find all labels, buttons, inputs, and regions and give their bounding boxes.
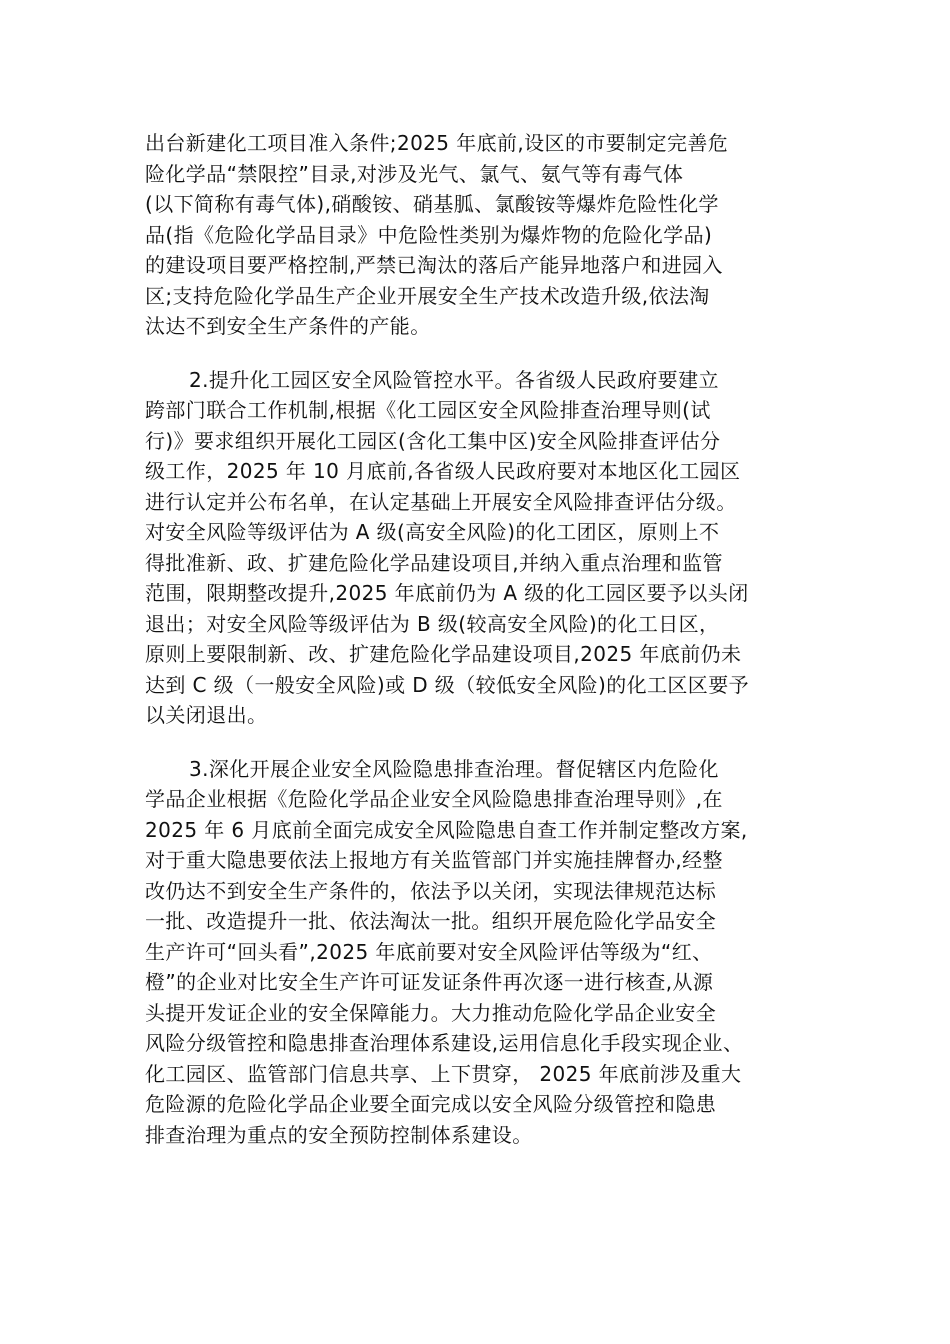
- text-line: (以下简称有毒气体),硝酸铵、硝基胍、氯酸铵等爆炸危险性化学: [145, 192, 719, 216]
- text-line: 退出；对安全风险等级评估为 B 级(较高安全风险)的化工日区，: [145, 611, 720, 636]
- text-line: 对安全风险等级评估为 A 级(高安全风险)的化工团区，原则上不: [145, 520, 720, 544]
- text-line: 生产许可“回头看”,2025 年底前要对安全风险评估等级为“红、: [145, 939, 713, 964]
- text-line: 一批、改造提升一批、依法淘汰一批。组织开展危险化学品安全: [145, 909, 717, 933]
- text-line: 区;支持危险化学品生产企业开展安全生产技术改造升级,依法淘: [145, 283, 710, 308]
- text-line: 出台新建化工项目准入条件;2025 年底前,设区的市要制定完善危: [145, 131, 729, 155]
- text-line: 化工园区、监管部门信息共享、上下贯穿， 2025 年底前涉及重大: [145, 1061, 742, 1086]
- text-line: 2.提升化工园区安全风险管控水平。各省级人民政府要建立: [189, 367, 719, 392]
- text-line: 2025 年 6 月底前全面完成安全风险隐患自查工作并制定整改方案,: [145, 817, 748, 842]
- text-line: 进行认定并公布名单，在认定基础上开展安全风险排查评估分级。: [145, 489, 737, 514]
- text-line: 险化学品“禁限控”目录,对涉及光气、氯气、氨气等有毒气体: [145, 161, 684, 186]
- paragraph-2: [145, 365, 835, 731]
- text-line: 级工作，2025 年 10 月底前,各省级人民政府要对本地区化工园区: [145, 459, 741, 483]
- text-line: 3.深化开展企业安全风险隐患排查治理。督促辖区内危险化: [189, 756, 719, 781]
- text-line: 跨部门联合工作机制,根据《化工园区安全风险排查治理导则(试: [145, 398, 711, 422]
- text-line: 对于重大隐患要依法上报地方有关监管部门并实施挂牌督办,经整: [145, 848, 723, 872]
- text-line: 原则上要限制新、改、扩建危险化学品建设项目,2025 年底前仍未: [145, 642, 742, 666]
- paragraph-3: [145, 754, 835, 1151]
- text-line: 品(指《危险化学品目录》中危险性类别为爆炸物的危险化学品): [145, 222, 713, 247]
- text-line: 行)》要求组织开展化工园区(含化工集中区)安全风险排查评估分: [145, 428, 721, 453]
- text-line: 头提开发证企业的安全保障能力。大力推动危险化学品企业安全: [145, 1000, 717, 1025]
- paragraph-1: [145, 128, 835, 342]
- text-line: 达到 C 级（一般安全风险)或 D 级（较低安全风险)的化工区区要予: [145, 672, 749, 697]
- text-line: 风险分级管控和隐患排查治理体系建设,运用信息化手段实现企业、: [145, 1031, 744, 1055]
- document-body: [145, 128, 835, 1150]
- text-line: 橙”的企业对比安全生产许可证发证条件再次逐一进行核查,从源: [145, 970, 714, 994]
- text-line: 的建设项目要严格控制,严禁已淘汰的落后产能异地落户和进园入: [145, 253, 723, 277]
- text-line: 学品企业根据《危险化学品企业安全风险隐患排查治理导则》,在: [145, 787, 723, 811]
- text-line: 以关闭退出。: [145, 703, 268, 727]
- text-line: 危险源的危险化学品企业要全面完成以安全风险分级管控和隐患: [145, 1092, 717, 1116]
- text-line: 汰达不到安全生产条件的产能。: [145, 314, 431, 338]
- text-line: 改仍达不到安全生产条件的，依法予以关闭，实现法律规范达标: [145, 878, 717, 903]
- text-line: 范围，限期整改提升,2025 年底前仍为 A 级的化工园区要予以头闭: [145, 581, 749, 605]
- text-line: 得批准新、政、扩建危险化学品建设项目,并纳入重点治理和监管: [145, 550, 723, 575]
- text-line: 排查治理为重点的安全预防控制体系建设。: [145, 1122, 533, 1147]
